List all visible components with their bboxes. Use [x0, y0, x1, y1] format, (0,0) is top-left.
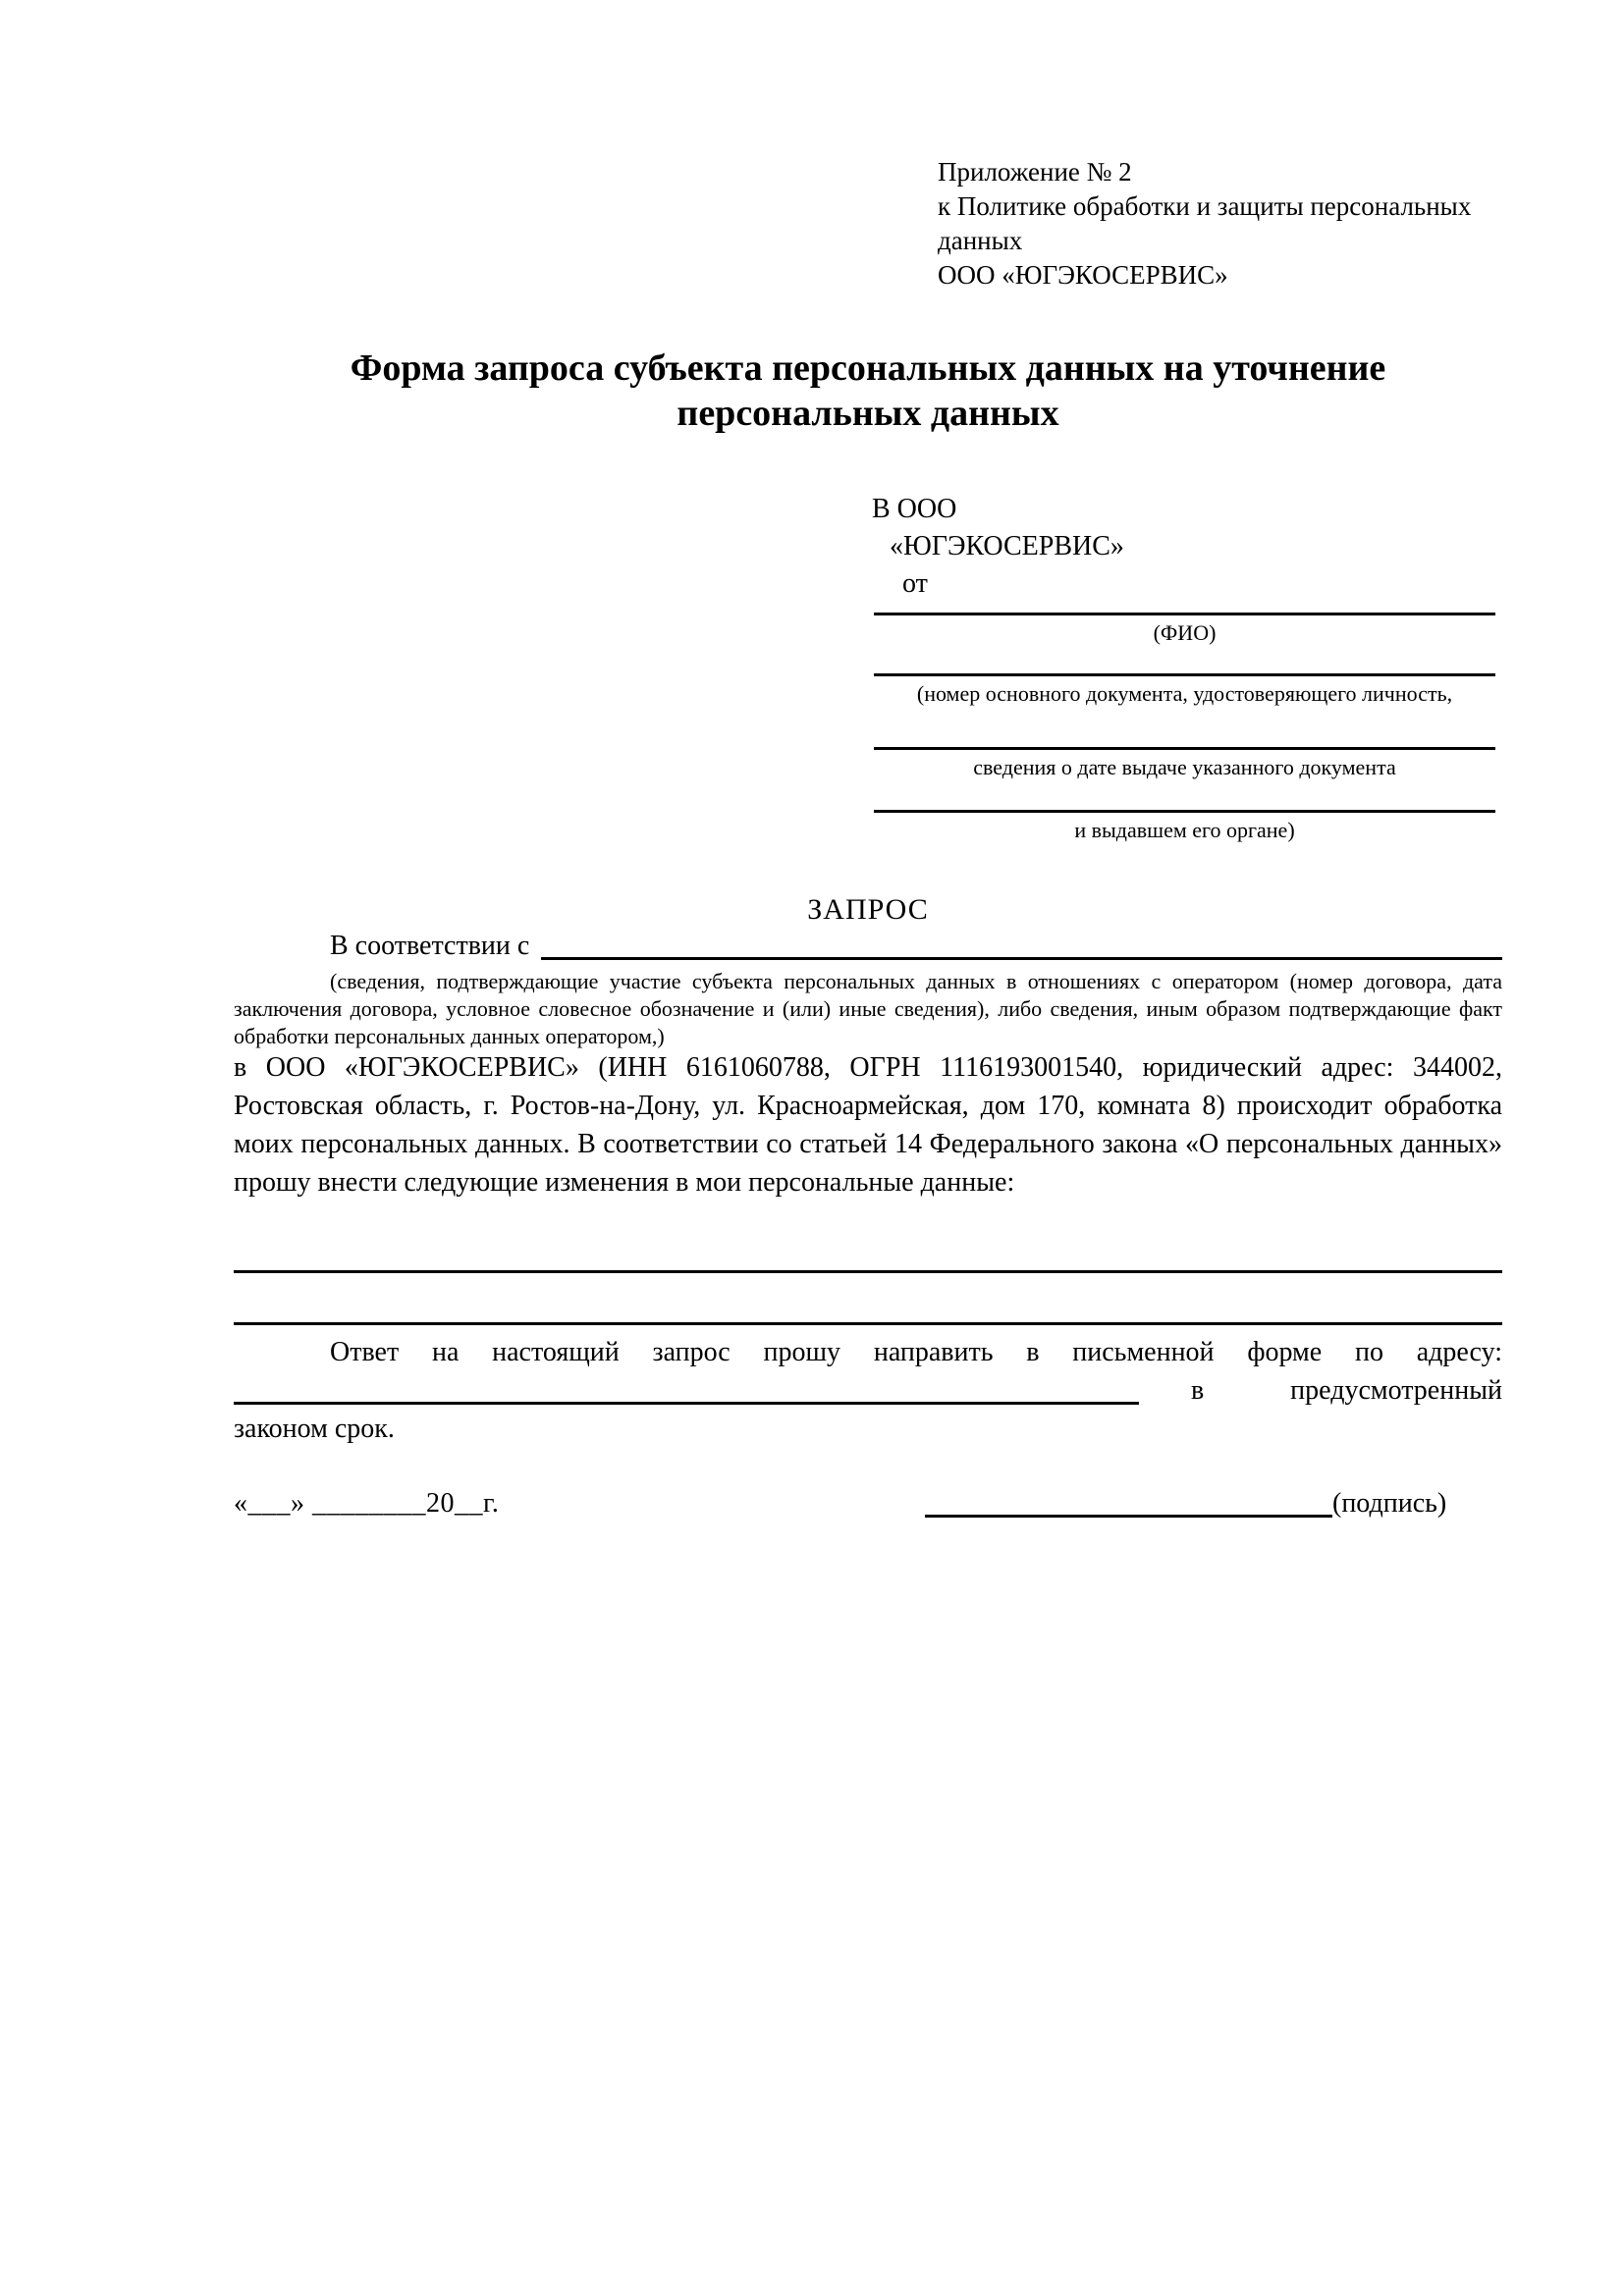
page-title-line2: персональных данных — [677, 393, 1059, 434]
signature-caption: (подпись) — [1332, 1488, 1447, 1519]
issue-date-blank-line — [874, 723, 1495, 750]
date-blank-text: «___» ________20__г. — [234, 1488, 500, 1519]
fio-caption: (ФИО) — [1153, 620, 1217, 645]
policy-reference: к Политике обработки и защиты персональных данных — [938, 191, 1472, 255]
accordance-row — [234, 927, 1502, 965]
page-title-line1: Форма запроса субъекта персональных данных на уточнение — [350, 347, 1386, 389]
document-number-caption: (номер основного документа, удостоверяющего личность, — [916, 681, 1453, 706]
reply-word-predusmotrenny: предусмотренный — [1290, 1375, 1502, 1406]
reply-address-blank-line — [234, 1402, 1139, 1405]
addressee-line3: от — [902, 568, 928, 599]
addressee-line1: В ООО — [872, 494, 957, 524]
changes-blank-line-2 — [234, 1297, 1502, 1325]
issuing-authority-blank-line — [874, 786, 1495, 813]
addressee-line2: «ЮГЭКОСЕРВИС» — [890, 531, 1124, 561]
reply-word-v: в — [1191, 1375, 1205, 1406]
accordance-blank-line — [541, 927, 1502, 960]
request-body-paragraph: в ООО «ЮГЭКОСЕРВИС» (ИНН 6161060788, ОГРН 1116193001540, юридический адрес: 344002, Ростовская область, г. Ростов-на-Дону, ул. Красноармейская, дом 170, комната 8) происходит обработка моих персональных данных. В соответствии со статьей 14 Федерального закона «О персональных данных» прошу внести следующие изменения в мои персональные данные: — [234, 1052, 1502, 1198]
fio-blank-line — [874, 589, 1495, 615]
company-name: ООО «ЮГЭКОСЕРВИС» — [938, 260, 1228, 290]
reply-paragraph-line2 — [234, 1371, 1502, 1410]
document-number-blank-line — [874, 650, 1495, 676]
fine-print-note: (сведения, подтверждающие участие субъекта персональных данных в отношениях с оператором (номер договора, дата заключения договора, условное словесное обозначение и (или) иные сведения), либо сведения, иным образом подтверждающие факт обработки персональных данных оператором,) — [234, 969, 1502, 1048]
request-heading: ЗАПРОС — [807, 893, 929, 926]
changes-blank-line-1 — [234, 1245, 1502, 1273]
reply-paragraph-line3: законом срок. — [234, 1414, 395, 1444]
reply-paragraph-line1: Ответ на настоящий запрос прошу направить в письменной форме по адресу: — [330, 1337, 1502, 1367]
addressee-block — [872, 491, 1500, 603]
appendix-header — [938, 155, 1507, 293]
issue-date-caption: сведения о дате выдаче указанного документа — [973, 755, 1396, 779]
signature-blank-line — [925, 1515, 1332, 1518]
issuing-authority-caption: и выдавшем его органе) — [1074, 818, 1295, 842]
signature-row — [234, 1484, 1502, 1523]
accordance-prefix: В соответствии с — [330, 931, 530, 961]
page-title — [234, 346, 1502, 436]
appendix-number: Приложение № 2 — [938, 157, 1132, 187]
